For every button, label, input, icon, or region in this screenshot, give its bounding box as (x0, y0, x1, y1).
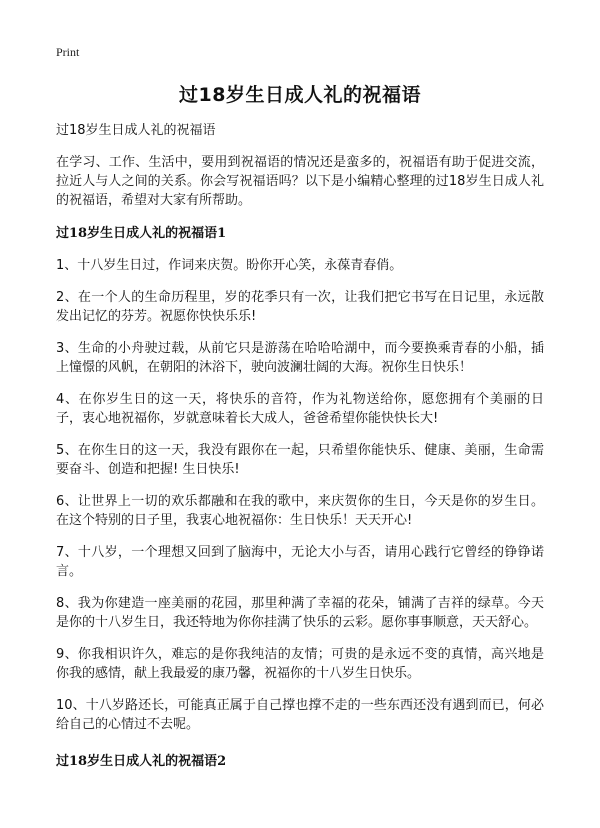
section-heading-2: 过18岁生日成人礼的祝福语2 (56, 754, 227, 769)
list-item: 10、十八岁路还长，可能真正属于自己撑也撑不走的一些东西还没有遇到而已，何必给自己的心情过不去呢。 (56, 698, 544, 732)
intro-paragraph: 在学习、工作、生活中，要用到祝福语的情况还是蛮多的，祝福语有助于促进交流，拉近人与人之间的关系。你会写祝福语吗？以下是小编精心整理的过18岁生日成人礼的祝福语，希望对大家有所帮助。 (56, 155, 544, 208)
page-title: 过18岁生日成人礼的祝福语 (179, 84, 421, 106)
print-label: Print (56, 45, 80, 59)
section-heading-1: 过18岁生日成人礼的祝福语1 (56, 226, 227, 241)
greeting-list (56, 256, 544, 734)
list-item: 6、让世界上一切的欢乐都融和在我的歌中，来庆贺你的生日，今天是你的岁生日。在这个特别的日子里，我衷心地祝福你：生日快乐！天天开心! (56, 494, 544, 528)
list-item: 3、生命的小舟驶过载，从前它只是游荡在哈哈哈湖中，而今要换乘青春的小船，插上憧憬的风帆，在朝阳的沐浴下，驶向波澜壮阔的大海。祝你生日快乐！ (56, 341, 544, 375)
list-item: 1、十八岁生日过，作词来庆贺。盼你开心笑，永葆青春俏。 (56, 258, 403, 273)
document-subtitle: 过18岁生日成人礼的祝福语 (56, 123, 216, 138)
list-item: 5、在你生日的这一天，我没有跟你在一起，只希望你能快乐、健康、美丽，生命需要奋斗、创造和把握! 生日快乐! (56, 443, 544, 477)
list-item: 9、你我相识许久，难忘的是你我纯洁的友情；可贵的是永远不变的真情，高兴地是你我的感情，献上我最爱的康乃馨，祝福你的十八岁生日快乐。 (56, 647, 544, 681)
list-item: 2、在一个人的生命历程里，岁的花季只有一次，让我们把它书写在日记里，永远散发出记忆的芬芳。祝愿你快快乐乐! (56, 290, 544, 324)
list-item: 4、在你岁生日的这一天，将快乐的音符，作为礼物送给你，愿您拥有个美丽的日子，衷心地祝福你，岁就意味着长大成人，爸爸希望你能快快长大! (56, 392, 544, 426)
list-item: 7、十八岁，一个理想又回到了脑海中，无论大小与否，请用心践行它曾经的铮铮诺言。 (56, 545, 544, 579)
list-item: 8、我为你建造一座美丽的花园，那里种满了幸福的花朵，铺满了吉祥的绿草。今天是你的十八岁生日，我还特地为你你挂满了快乐的云彩。愿你事事顺意，天天舒心。 (56, 596, 544, 630)
